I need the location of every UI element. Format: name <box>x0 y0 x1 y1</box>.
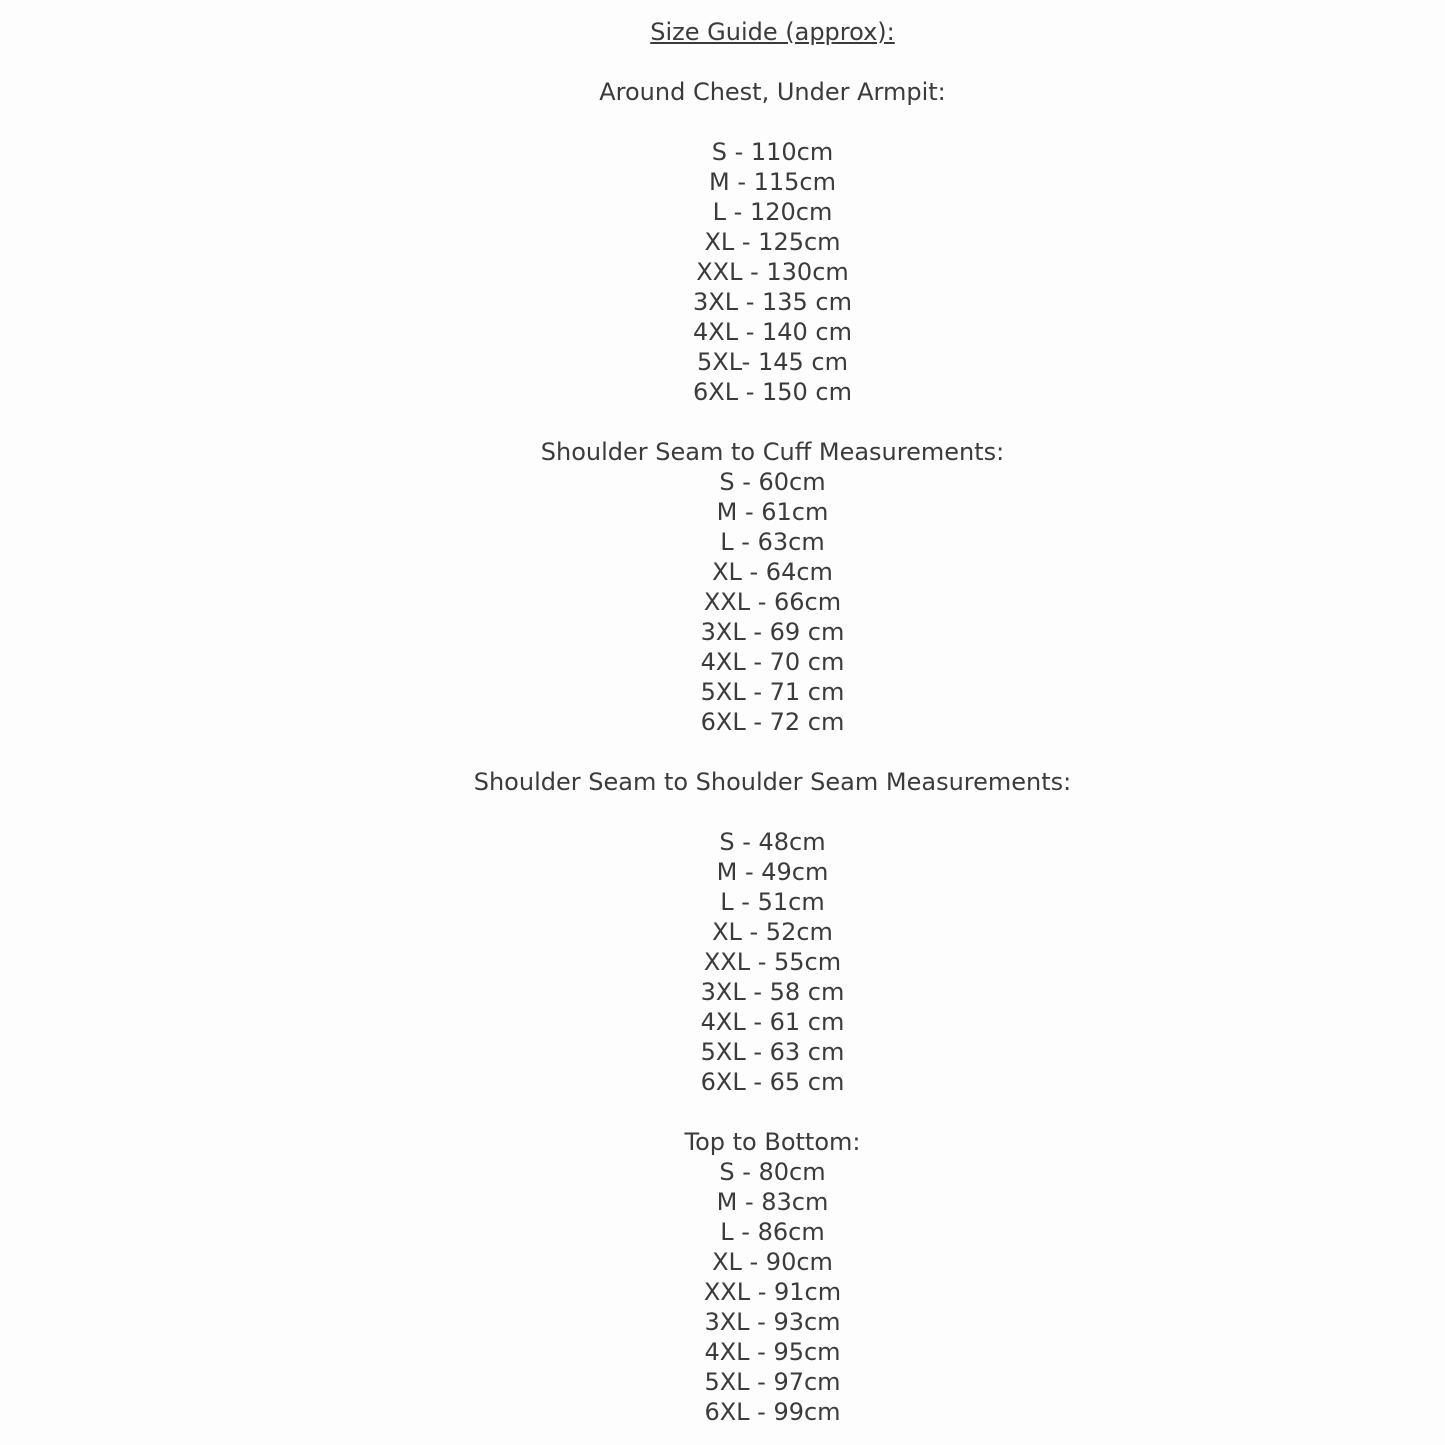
size-section <box>100 77 1445 437</box>
size-item: 3XL - 135 cm <box>692 288 852 316</box>
size-item: S - 60cm <box>719 468 826 496</box>
size-item: L - 120cm <box>712 198 833 226</box>
size-item: XL - 125cm <box>704 228 841 256</box>
page-title: Size Guide (approx): <box>650 18 895 46</box>
size-item: S - 80cm <box>719 1158 826 1186</box>
size-item: XL - 64cm <box>712 558 833 586</box>
size-item: 6XL - 99cm <box>704 1398 841 1426</box>
size-item: 5XL - 71 cm <box>700 678 845 706</box>
size-item: XXL - 130cm <box>696 258 849 286</box>
size-item: 6XL - 65 cm <box>700 1068 845 1096</box>
size-item: 5XL - 63 cm <box>700 1038 845 1066</box>
size-item: 4XL - 95cm <box>704 1338 841 1366</box>
spacer <box>100 107 1445 137</box>
size-item: XL - 52cm <box>712 918 833 946</box>
spacer <box>100 1097 1445 1127</box>
size-section <box>100 1127 1445 1427</box>
spacer <box>100 797 1445 827</box>
size-item: XL - 90cm <box>712 1248 833 1276</box>
size-item: S - 110cm <box>711 138 834 166</box>
spacer <box>100 737 1445 767</box>
size-item: 3XL - 58 cm <box>700 978 845 1006</box>
section-heading: Shoulder Seam to Cuff Measurements: <box>540 438 1005 466</box>
size-item: 6XL - 150 cm <box>692 378 852 406</box>
size-item: 3XL - 69 cm <box>700 618 845 646</box>
size-item: L - 63cm <box>720 528 825 556</box>
size-sections <box>100 77 1445 1427</box>
size-item: M - 49cm <box>716 858 829 886</box>
size-item: 4XL - 140 cm <box>692 318 852 346</box>
size-item: L - 86cm <box>720 1218 825 1246</box>
size-item: 3XL - 93cm <box>704 1308 841 1336</box>
size-item: L - 51cm <box>720 888 825 916</box>
size-item: 5XL- 145 cm <box>697 348 848 376</box>
size-item: 4XL - 61 cm <box>700 1008 845 1036</box>
spacer <box>100 47 1445 77</box>
size-item: M - 83cm <box>716 1188 829 1216</box>
size-section <box>100 767 1445 1127</box>
size-item: M - 61cm <box>716 498 829 526</box>
size-item: XXL - 91cm <box>703 1278 842 1306</box>
size-item: 6XL - 72 cm <box>700 708 845 736</box>
spacer <box>100 407 1445 437</box>
size-item: S - 48cm <box>719 828 826 856</box>
section-heading: Top to Bottom: <box>684 1128 861 1156</box>
section-heading: Around Chest, Under Armpit: <box>599 78 946 106</box>
size-item: 4XL - 70 cm <box>700 648 845 676</box>
size-item: 5XL - 97cm <box>704 1368 841 1396</box>
size-section <box>100 437 1445 767</box>
size-item: XXL - 66cm <box>703 588 842 616</box>
size-item: M - 115cm <box>708 168 836 196</box>
size-item: XXL - 55cm <box>703 948 842 976</box>
section-heading: Shoulder Seam to Shoulder Seam Measurements: <box>473 768 1072 796</box>
